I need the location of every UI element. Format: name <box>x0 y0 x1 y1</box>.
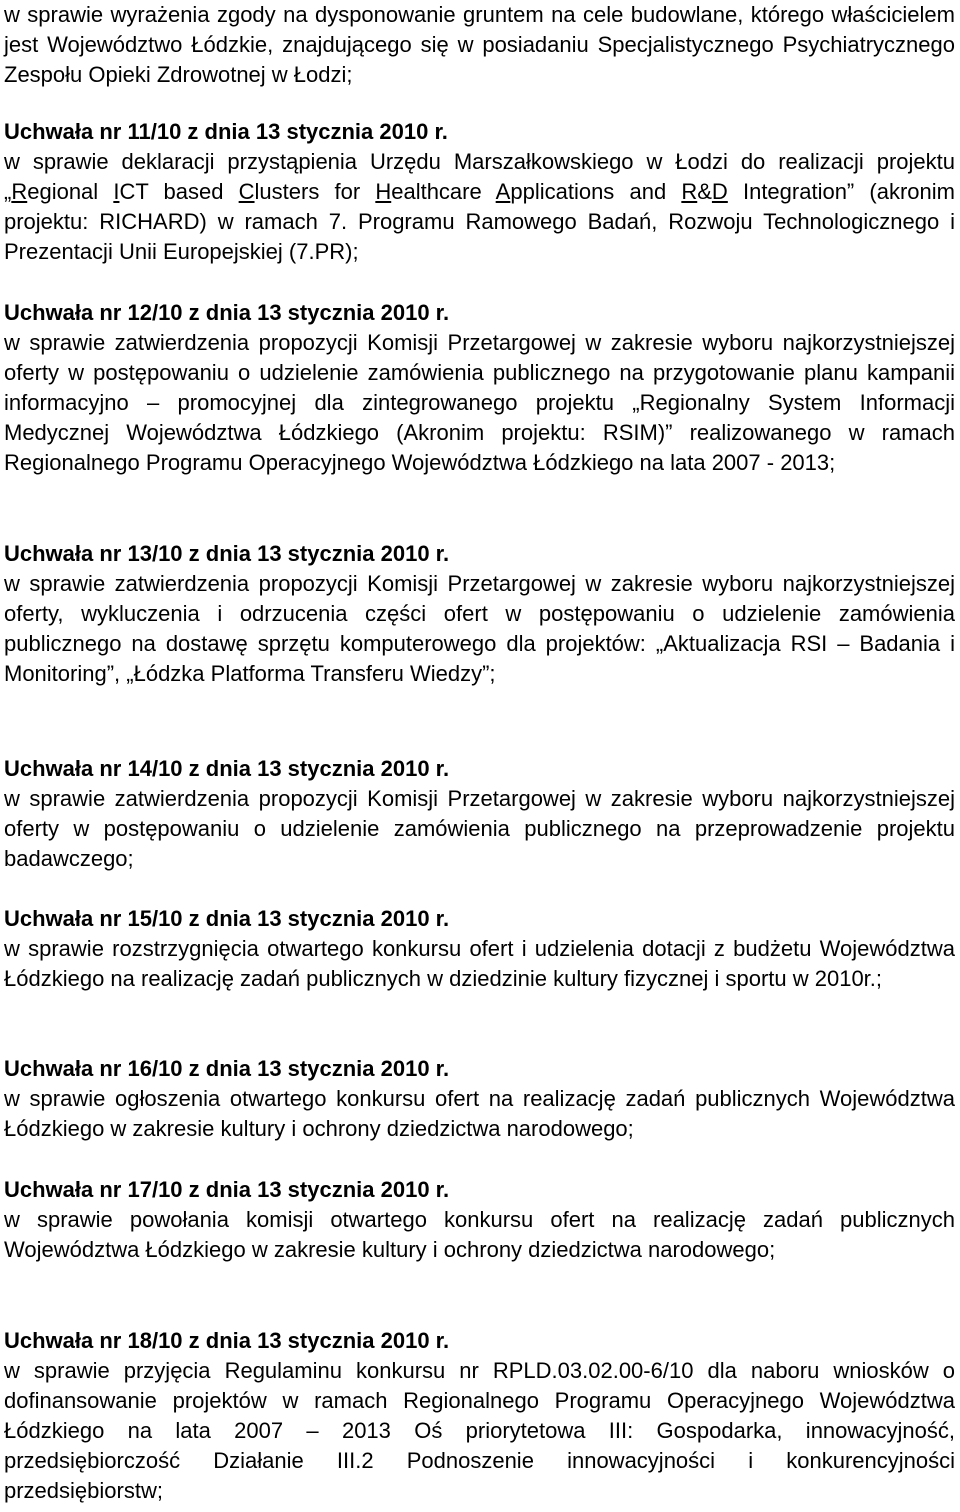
acronym-word-applications: pplications and <box>510 179 682 204</box>
resolution-body-13: w sprawie zatwierdzenia propozycji Komisji Przetargowej w zakresie wyboru najkorzystniejszej oferty, wykluczenia i odrzucenia części ofert w postępowaniu o udzielenie zamówienia publicznego na dostawę sprzętu komputerowego dla projektów: „Aktualizacja RSI – Badania i Monitoring”, „Łódzka Platforma Transferu Wiedzy”; <box>4 571 955 686</box>
resolution-heading-12: Uchwała nr 12/10 z dnia 13 stycznia 2010 r. <box>4 300 450 325</box>
acronym-ampersand: & <box>697 179 712 204</box>
resolution-body-18: w sprawie przyjęcia Regulaminu konkursu nr RPLD.03.02.00-6/10 dla naboru wniosków o dofinansowanie projektów w ramach Regionalnego Programu Operacyjnego Województwa Łódzkiego na lata 2007 – 2013 Oś priorytetowa III: Gospodarka, innowacyjność, przedsiębiorczość Działanie III.2 Podnoszenie innowacyjności i konkurencyjności przedsiębiorstw; <box>4 1358 955 1503</box>
acronym-letter-c: C <box>238 179 255 204</box>
acronym-word-clusters: lusters for <box>254 179 376 204</box>
resolution-body-12: w sprawie zatwierdzenia propozycji Komisji Przetargowej w zakresie wyboru najkorzystniejszej oferty w postępowaniu o udzielenie zamówienia publicznego na przygotowanie planu kampanii informacyjno – promocyjnej dla zintegrowanego projektu „Regionalny System Informacji Medycznej Województwa Łódzkiego (Akronim projektu: RSIM)” realizowanego w ramach Regionalnego Programu Operacyjnego Województwa Łódzkiego na lata 2007 - 2013; <box>4 330 955 475</box>
resolution-heading-13: Uchwała nr 13/10 z dnia 13 stycznia 2010 r. <box>4 541 450 566</box>
resolution-body-17: w sprawie powołania komisji otwartego konkursu ofert na realizację zadań publicznych Województwa Łódzkiego w zakresie kultury i ochrony dziedzictwa narodowego; <box>4 1207 955 1262</box>
acronym-word-healthcare: ealthcare <box>391 179 496 204</box>
acronym-letter-d: D <box>711 179 728 204</box>
resolution-body-11-part1: w sprawie deklaracji przystąpienia Urzędu Marszałkowskiego w Łodzi do realizacji projektu „ <box>4 149 955 204</box>
acronym-word-ict: CT based <box>119 179 239 204</box>
intro-paragraph: w sprawie wyrażenia zgody na dysponowanie gruntem na cele budowlane, którego właścicielem jest Województwo Łódzkie, znajdującego się w posiadaniu Specjalistycznego Psychiatrycznego Zespołu Opieki Zdrowotnej w Łodzi; <box>4 2 955 87</box>
acronym-letter-i: I <box>113 179 120 204</box>
resolution-heading-11: Uchwała nr 11/10 z dnia 13 stycznia 2010 r. <box>4 119 448 144</box>
acronym-letter-r2: R <box>681 179 698 204</box>
acronym-letter-r: R <box>11 179 28 204</box>
acronym-word-regional: egional <box>27 179 114 204</box>
acronym-letter-a: A <box>495 179 511 204</box>
resolution-heading-16: Uchwała nr 16/10 z dnia 13 stycznia 2010 r. <box>4 1056 450 1081</box>
resolution-body-14: w sprawie zatwierdzenia propozycji Komisji Przetargowej w zakresie wyboru najkorzystniejszej oferty w postępowaniu o udzielenie zamówienia publicznego na przeprowadzenie projektu badawczego; <box>4 786 955 871</box>
resolution-body-15: w sprawie rozstrzygnięcia otwartego konkursu ofert i udzielenia dotacji z budżetu Województwa Łódzkiego na realizację zadań publicznych w dziedzinie kultury fizycznej i sportu w 2010r.; <box>4 936 955 991</box>
resolution-body-11 <box>4 147 955 267</box>
resolution-heading-15: Uchwała nr 15/10 z dnia 13 stycznia 2010 r. <box>4 906 450 931</box>
resolution-heading-17: Uchwała nr 17/10 z dnia 13 stycznia 2010 r. <box>4 1177 450 1202</box>
resolution-heading-18: Uchwała nr 18/10 z dnia 13 stycznia 2010 r. <box>4 1328 450 1353</box>
resolution-body-16: w sprawie ogłoszenia otwartego konkursu ofert na realizację zadań publicznych Województwa Łódzkiego w zakresie kultury i ochrony dziedzictwa narodowego; <box>4 1086 955 1141</box>
resolution-heading-14: Uchwała nr 14/10 z dnia 13 stycznia 2010 r. <box>4 756 450 781</box>
resolution-body-11-part2: Integration” (akronim projektu: RICHARD) w ramach 7. Programu Ramowego Badań, Rozwoju Technologicznego i Prezentacji Unii Europejskiej (7.PR); <box>4 179 955 264</box>
acronym-letter-h: H <box>375 179 392 204</box>
